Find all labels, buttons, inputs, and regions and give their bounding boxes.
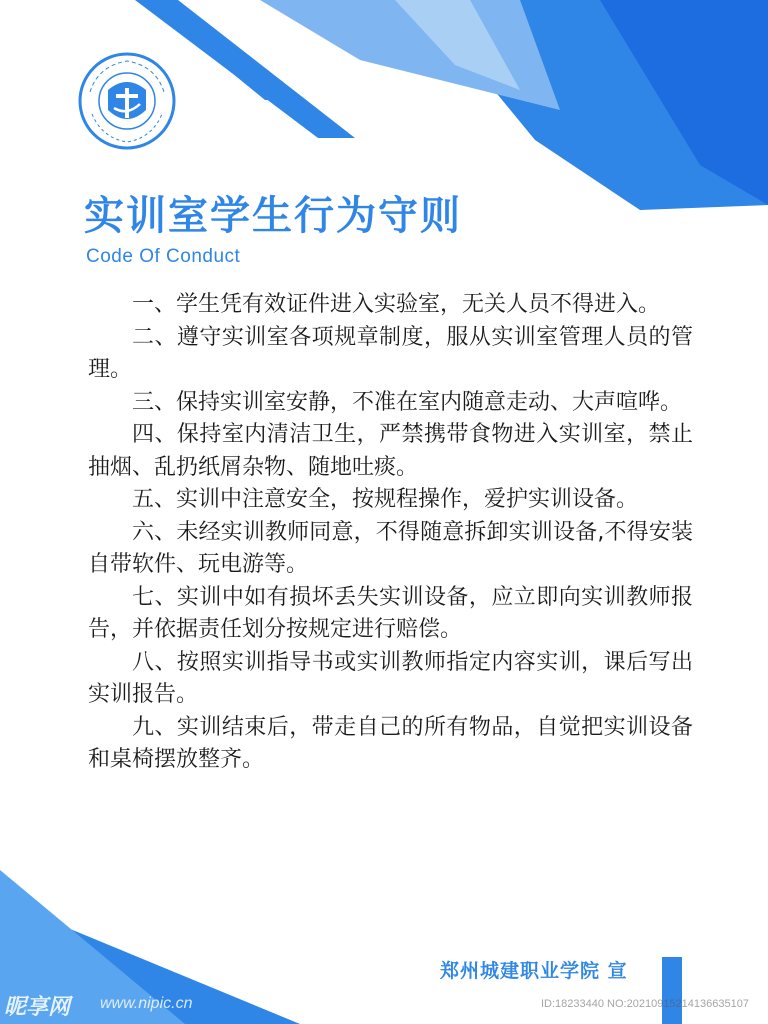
rule-item: 五、实训中注意安全，按规程操作，爱护实训设备。 xyxy=(132,487,639,512)
rule-item: 四、保持室内清洁卫生，严禁携带食物进入实训室，禁止抽烟、乱扔纸屑杂物、随地吐痰。 xyxy=(88,422,693,480)
rule-item: 八、按照实训指导书或实训教师指定内容实训，课后写出实训报告。 xyxy=(88,649,693,707)
rule-item: 三、保持实训室安静，不准在室内随意走动、大声喧哗。 xyxy=(132,389,683,415)
page-title: 实训室学生行为守则 xyxy=(84,193,462,239)
school-name: 郑州城建职业学院 宣 xyxy=(440,960,628,982)
watermark-id: ID:18233440 NO:20210915214136635107 xyxy=(541,998,749,1010)
footer-accent-bar xyxy=(662,957,682,1024)
watermark-url: www.nipic.cn xyxy=(100,995,193,1012)
rule-item: 一、学生凭有效证件进入实验室，无关人员不得进入。 xyxy=(132,292,661,317)
rule-item: 九、实训结束后，带走自己的所有物品，自觉把实训设备和桌椅摆放整齐。 xyxy=(88,714,693,772)
college-seal-icon xyxy=(78,52,176,150)
watermark-brand: 昵享网 xyxy=(4,995,71,1020)
page-subtitle: Code Of Conduct xyxy=(86,246,241,267)
rule-item: 二、遵守实训室各项规章制度，服从实训室管理人员的管理。 xyxy=(88,324,693,382)
rule-item: 六、未经实训教师同意，不得随意拆卸实训设备,不得安装自带软件、玩电游等。 xyxy=(88,519,693,577)
rules-list xyxy=(88,289,693,777)
rule-item: 七、实训中如有损坏丢失实训设备，应立即向实训教师报告，并依据责任划分按规定进行赔偿。 xyxy=(88,584,693,642)
top-right-light-facet xyxy=(260,0,560,110)
